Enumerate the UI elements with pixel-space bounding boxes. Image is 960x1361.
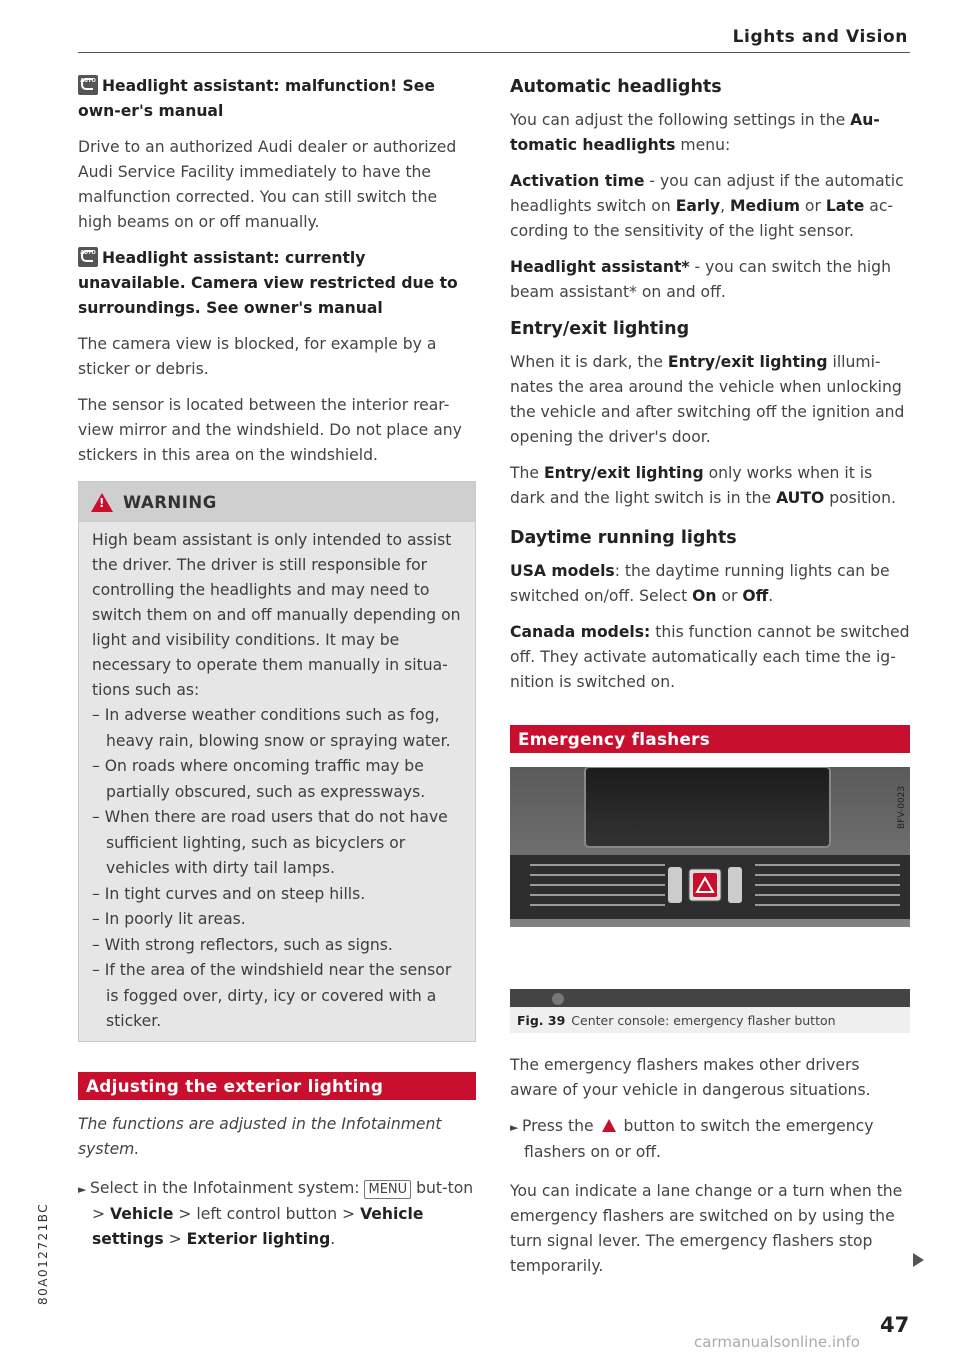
- document-code: 80A012721BC: [36, 1202, 50, 1305]
- continue-arrow-icon: [913, 1253, 924, 1267]
- list-item: – On roads where oncoming traffic may be partially obscured, such as expressways.: [92, 754, 463, 805]
- warning-triangle-icon: [91, 493, 113, 512]
- alert-malfunction-text: Drive to an authorized Audi dealer or authorized Audi Service Facility immediately to have the malfunction corrected. You can still switch the high beams on or off manually.: [78, 138, 457, 231]
- list-item: – When there are road users that do not have sufficient lighting, such as bicyclers or vehicles with dirty tail lamps.: [92, 805, 463, 882]
- menu-key: MENU: [364, 1180, 411, 1199]
- list-item: – In adverse weather conditions such as fog, heavy rain, blowing snow or spraying water.: [92, 703, 463, 754]
- emergency-step: ► Press the button to switch the emergency flashers on or off.: [510, 1114, 910, 1165]
- heading-entry-exit-lighting: Entry/exit lighting: [510, 319, 690, 339]
- canada-models-text: Canada models: this function cannot be switched off. They activate automatically each time the ig-nition is switched on.: [510, 623, 910, 691]
- heading-automatic-headlights: Automatic headlights: [510, 77, 722, 97]
- warning-box: [78, 481, 476, 1042]
- figure-code: BFV-0023: [897, 785, 907, 829]
- heading-daytime-running-lights: Daytime running lights: [510, 528, 737, 548]
- list-item: – In poorly lit areas.: [92, 907, 463, 933]
- auto-intro: You can adjust the following settings in the Au-tomatic headlights menu:: [510, 111, 880, 154]
- left-column: [78, 74, 476, 1252]
- center-console-svg: [510, 767, 910, 1007]
- list-item: – In tight curves and on steep hills.: [92, 882, 463, 908]
- headlight-assistant-text: Headlight assistant* - you can switch the high beam assistant* on and off.: [510, 258, 891, 301]
- warning-intro: High beam assistant is only intended to assist the driver. The driver is still responsible for controlling the headlights and may need to switch them on and off manually depending on light and visibility conditions. It may be necessary to operate them manually in situa-tions such as:: [92, 531, 461, 699]
- entry-text-2: The Entry/exit lighting only works when it is dark and the light switch is in the AUTO position.: [510, 464, 896, 507]
- center-console-illustration: [510, 767, 910, 1007]
- headlight-assistant-icon: [78, 247, 98, 267]
- right-vent-knob: [728, 867, 742, 903]
- alert-unavailable-heading: AUTOHeadlight assistant: currently unavailable. Camera view restricted due to surroundings. See owner's manual: [78, 246, 476, 321]
- activation-time-text: Activation time - you can adjust if the automatic headlights switch on Early, Medium or Late ac-cording to the sensitivity of the light sensor.: [510, 172, 904, 240]
- usa-models-text: USA models: the daytime running lights can be switched on/off. Select On or Off.: [510, 562, 890, 605]
- headlight-assistant-icon: [78, 75, 98, 95]
- infotainment-screen: [585, 767, 830, 847]
- right-column: [510, 74, 910, 1279]
- left-vent-knob: [668, 867, 682, 903]
- alert-unavailable-text-2: The sensor is located between the interior rear-view mirror and the windshield. Do not place any stickers in this area on the windshield.: [78, 396, 462, 464]
- figure-caption: Fig. 39 Center console: emergency flasher button: [517, 1012, 836, 1028]
- entry-text-1: When it is dark, the Entry/exit lighting illumi-nates the area around the vehicle when unlocking the vehicle and after switching off the ignition and opening the driver's door.: [510, 353, 905, 446]
- lower-panel: [510, 927, 910, 989]
- control-knob-icon: [552, 993, 564, 1005]
- warning-title: WARNING: [123, 492, 217, 512]
- emergency-text-2: You can indicate a lane change or a turn when the emergency flashers are switched on by using the turn signal lever. The emergency flashers stop temporarily.: [510, 1182, 903, 1275]
- warning-triangle-icon: [602, 1119, 616, 1132]
- section-header-exterior-lighting: Adjusting the exterior lighting: [78, 1072, 476, 1100]
- warning-header: [79, 482, 475, 522]
- section-header-emergency-flashers: Emergency flashers: [510, 725, 910, 753]
- page-header-title: Lights and Vision: [732, 27, 908, 47]
- warning-list: [92, 703, 463, 1035]
- figure-39: [510, 767, 910, 1033]
- list-item: – With strong reflectors, such as signs.: [92, 933, 463, 959]
- list-item: – If the area of the windshield near the sensor is fogged over, dirty, icy or covered with a sticker.: [92, 958, 463, 1035]
- emergency-text-1: The emergency flashers makes other drivers aware of your vehicle in dangerous situations.: [510, 1056, 871, 1099]
- page-number: 47: [880, 1313, 910, 1337]
- lower-controls: [510, 989, 910, 1007]
- alert-malfunction-heading: AUTOHeadlight assistant: malfunction! See own-er's manual: [78, 74, 476, 124]
- instruction-step: ► Select in the Infotainment system: MENU but-ton > Vehicle > left control button > Vehicle settings > Exterior lighting.: [78, 1176, 476, 1252]
- section-intro: The functions are adjusted in the Infotainment system.: [78, 1114, 442, 1158]
- watermark: carmanualsonline.info: [694, 1333, 860, 1351]
- warning-body: [79, 522, 475, 1041]
- header-rule: [78, 52, 910, 53]
- alert-unavailable-text-1: The camera view is blocked, for example by a sticker or debris.: [78, 335, 437, 378]
